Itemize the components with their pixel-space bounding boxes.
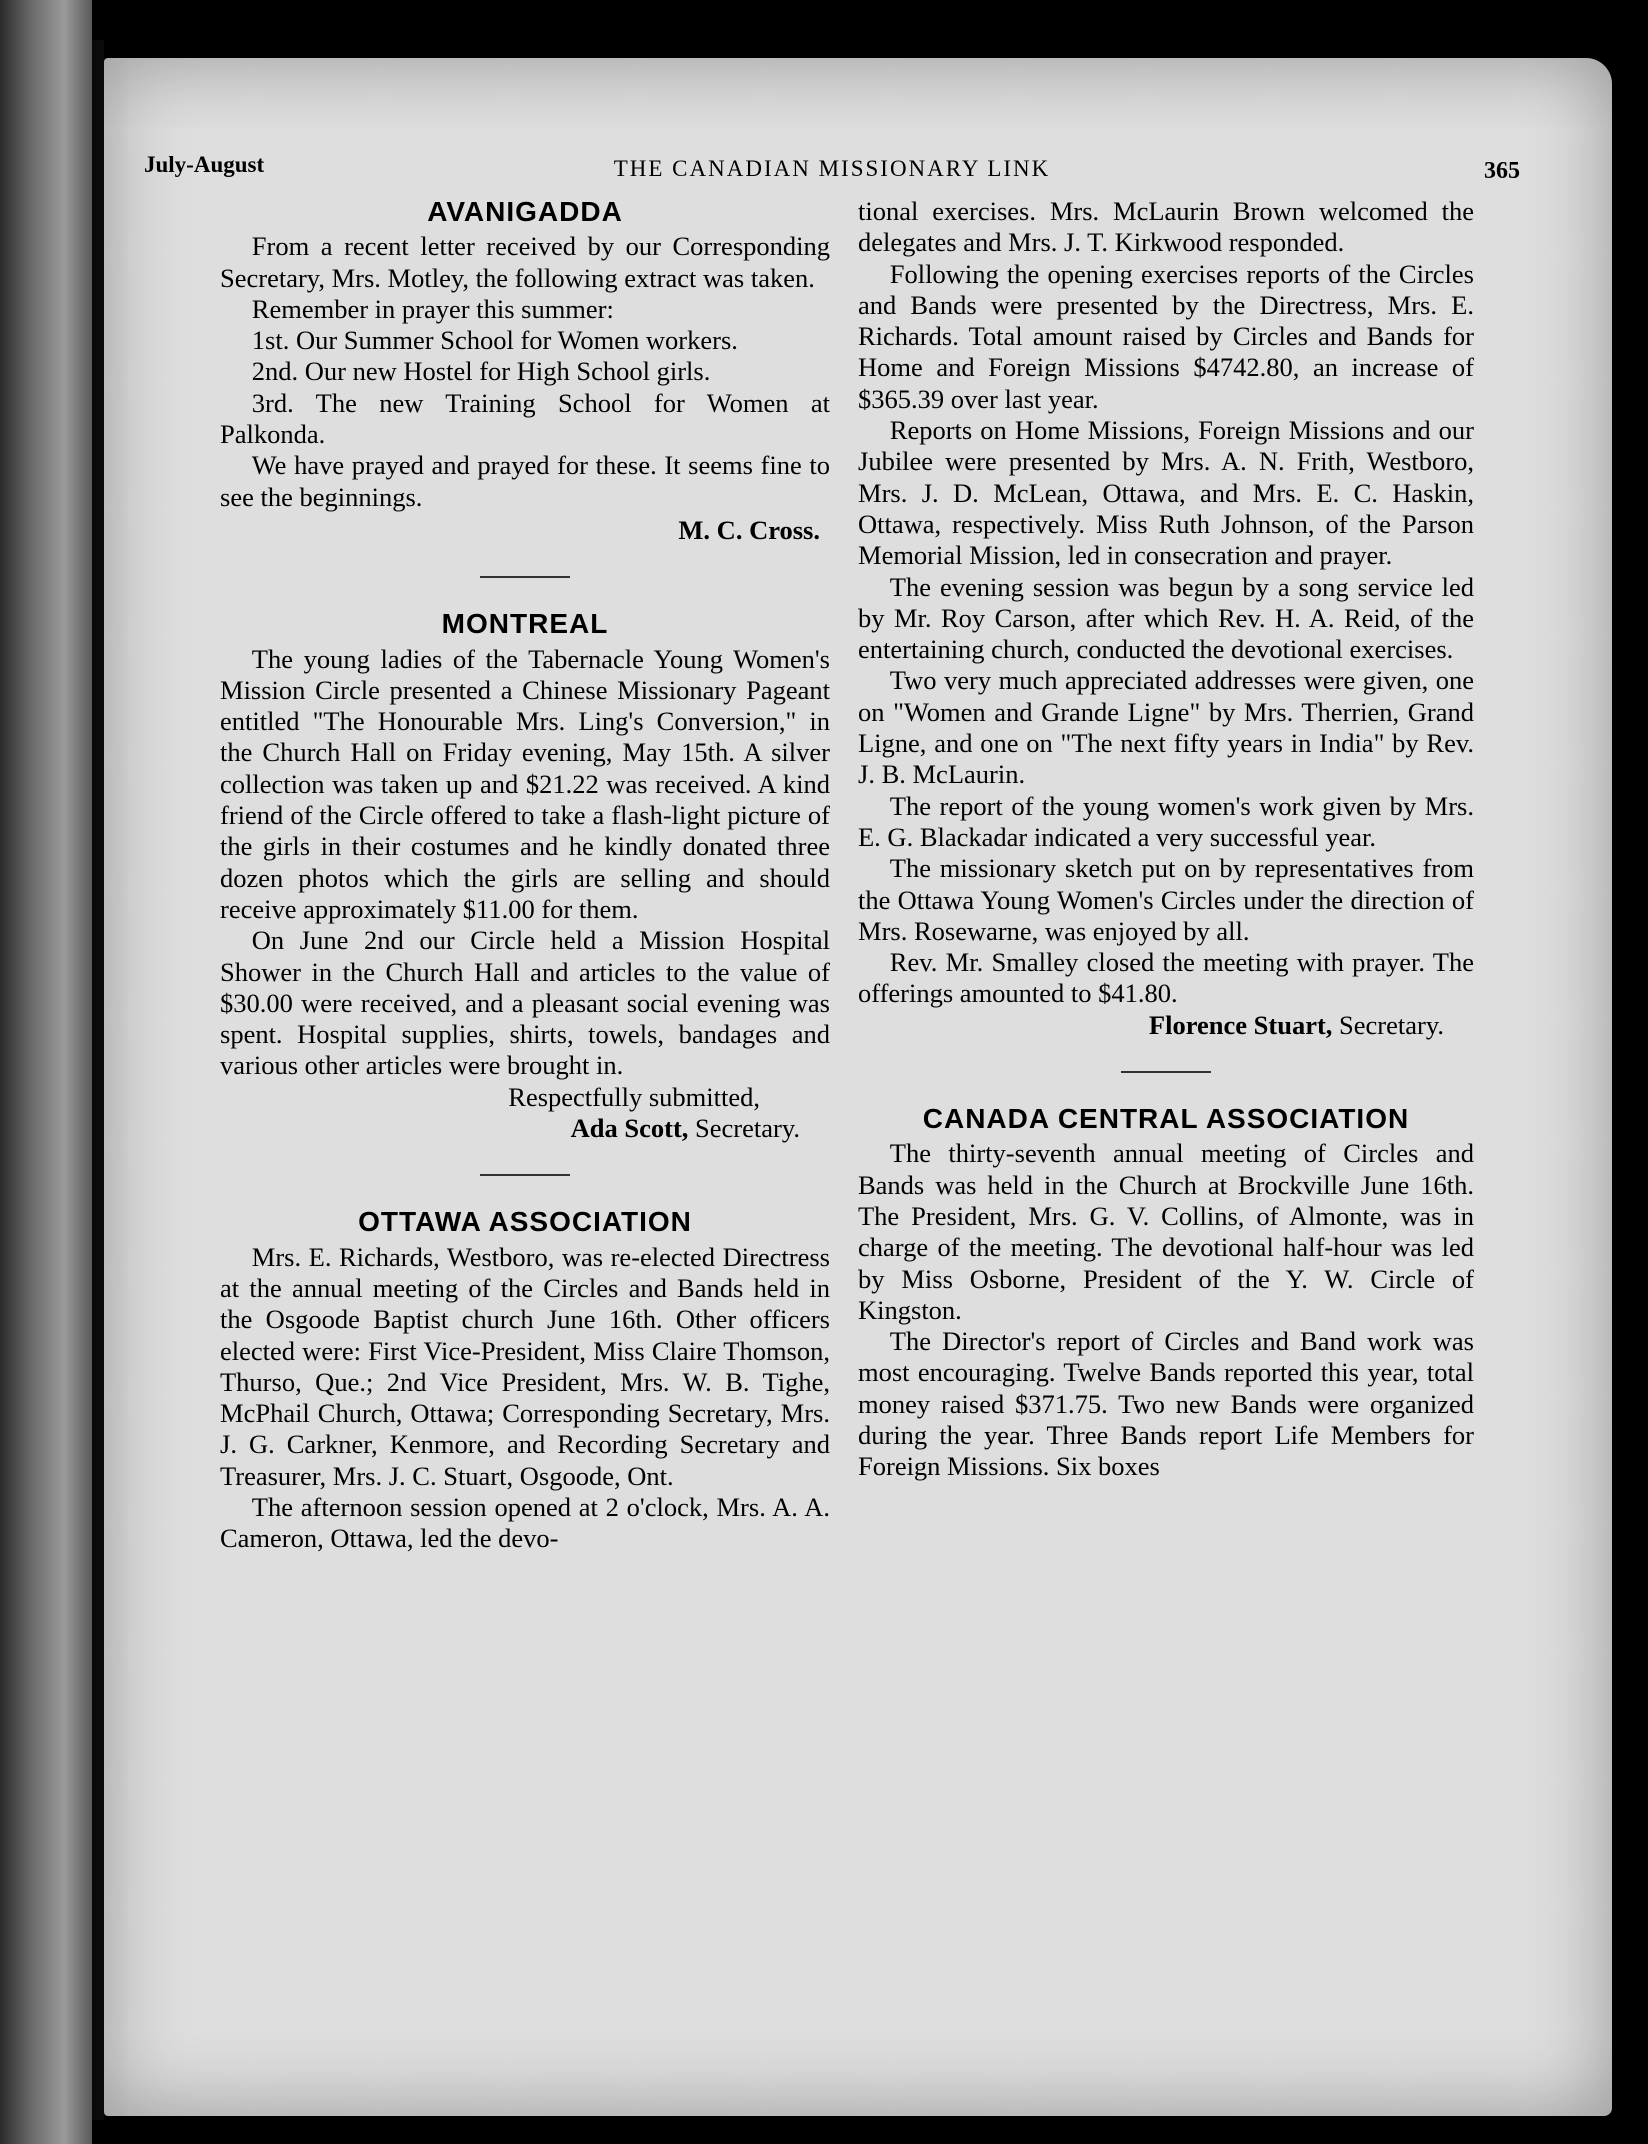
- canada-central-article: [858, 1103, 1474, 1483]
- canada-central-paragraph-2: The Director's report of Circles and Band work was most encouraging. Twelve Bands reported this year, total money raised $371.75. Two new Bands were organized during the year. Three Bands report Life Members for Foreign Missions. Six boxes: [858, 1326, 1474, 1482]
- left-page-edge: [0, 0, 92, 2144]
- ottawa-paragraph-10: Rev. Mr. Smalley closed the meeting with prayer. The offerings amounted to $41.80.: [858, 947, 1474, 1009]
- ottawa-paragraph-1: Mrs. E. Richards, Westboro, was re-elected Directress at the annual meeting of the Circles and Bands held in the Osgoode Baptist church June 16th. Other officers elected were: First Vice-President, Miss Claire Thomson, Thurso, Que.; 2nd Vice President, Mrs. W. B. Tighe, McPhail Church, Ottawa; Corresponding Secretary, Mrs. J. G. Carkner, Kenmore, and Recording Secretary and Treasurer, Mrs. J. C. Stuart, Osgoode, Ont.: [220, 1241, 830, 1491]
- ottawa-paragraph-7: Two very much appreciated addresses were given, one on "Women and Grande Ligne" by Mrs. Therrien, Grand Ligne, and one on "The next fifty years in India" by Rev. J. B. McLaurin.: [858, 665, 1474, 790]
- section-divider: [480, 576, 570, 578]
- ottawa-paragraph-4: Following the opening exercises reports of the Circles and Bands were presented by the Directress, Mrs. E. Richards. Total amount raised by Circles and Bands for Home and Foreign Missions $4742.80, an increase of $365.39 over last year.: [858, 258, 1474, 414]
- avanigadda-paragraph-4: 2nd. Our new Hostel for High School girls.: [251, 356, 711, 387]
- left-column: [220, 196, 830, 1555]
- montreal-closing: Respectfully submitted,: [508, 1081, 760, 1112]
- ottawa-paragraph-9: The missionary sketch put on by representatives from the Ottawa Young Women's Circles under the direction of Mrs. Rosewarne, was enjoyed by all.: [858, 853, 1474, 946]
- ottawa-article: [220, 1206, 830, 1554]
- avanigadda-paragraph-5: 3rd. The new Training School for Women at Palkonda.: [220, 387, 830, 450]
- montreal-signature-title: Secretary.: [695, 1113, 800, 1144]
- ottawa-article-continued: [858, 196, 1474, 1041]
- avanigadda-paragraph-2: Remember in prayer this summer:: [251, 293, 614, 324]
- header-issue-date: July-August: [144, 152, 265, 177]
- avanigadda-paragraph-6: We have prayed and prayed for these. It seems fine to see the beginnings.: [220, 450, 830, 512]
- canada-central-paragraph-1: The thirty-seventh annual meeting of Circles and Bands was held in the Church at Brockville June 16th. The President, Mrs. G. V. Collins, of Almonte, was in charge of the meeting. The devotional half-hour was led by Miss Osborne, President of the Y. W. Circle of Kingston.: [858, 1138, 1474, 1325]
- montreal-article: [220, 608, 830, 1144]
- ottawa-signature-name: Florence Stuart,: [1148, 1009, 1333, 1040]
- montreal-paragraph-1: The young ladies of the Tabernacle Young Women's Mission Circle presented a Chinese Missionary Pageant entitled "The Honourable Mrs. Ling's Conversion," in the Church Hall on Friday evening, May 15th. A silver collection was taken up and $21.22 was received. A kind friend of the Circle offered to take a flash-light picture of the girls in their costumes and he kindly donated three dozen photos which the girls are selling and should receive approximately $11.00 for them.: [220, 643, 830, 924]
- montreal-signature-name: Ada Scott,: [570, 1113, 689, 1144]
- ottawa-paragraph-5: Reports on Home Missions, Foreign Missions and our Jubilee were presented by Mrs. A. N. Frith, Westboro, Mrs. J. D. McLean, Ottawa, and Mrs. E. C. Haskin, Ottawa, respectively. Miss Ruth Johnson, of the Parson Memorial Mission, led in consecration and prayer.: [858, 415, 1474, 571]
- ottawa-paragraph-6: The evening session was begun by a song service led by Mr. Roy Carson, after which Rev. H. A. Reid, of the entertaining church, conducted the devotional exercises.: [858, 571, 1474, 665]
- avanigadda-signature: M. C. Cross.: [678, 514, 820, 545]
- avanigadda-paragraph-3: 1st. Our Summer School for Women workers.: [251, 325, 738, 356]
- section-divider: [480, 1174, 570, 1176]
- ottawa-signature-title: Secretary.: [1339, 1009, 1444, 1040]
- ottawa-paragraph-3: tional exercises. Mrs. McLaurin Brown welcomed the delegates and Mrs. J. T. Kirkwood responded.: [858, 196, 1474, 258]
- montreal-paragraph-2: On June 2nd our Circle held a Mission Hospital Shower in the Church Hall and articles to the value of $30.00 were received, and a pleasant social evening was spent. Hospital supplies, shirts, towels, bandages and various other articles were brought in.: [220, 925, 830, 1081]
- header-page-number: 365: [1484, 158, 1520, 184]
- book-spine: [92, 40, 104, 2120]
- ottawa-signature: [858, 1010, 1474, 1041]
- header-publication-title: THE CANADIAN MISSIONARY LINK: [613, 156, 1051, 181]
- right-column: [858, 196, 1474, 1483]
- avanigadda-article: [220, 196, 830, 546]
- avanigadda-title: AVANIGADDA: [427, 196, 623, 227]
- section-divider: [1121, 1071, 1211, 1073]
- ottawa-title: OTTAWA ASSOCIATION: [358, 1206, 692, 1238]
- ottawa-paragraph-8: The report of the young women's work given by Mrs. E. G. Blackadar indicated a very successful year.: [858, 790, 1474, 852]
- canada-central-title: CANADA CENTRAL ASSOCIATION: [922, 1103, 1410, 1135]
- montreal-signature: [220, 1113, 830, 1144]
- running-header: [144, 152, 1520, 188]
- avanigadda-paragraph-1: From a recent letter received by our Corresponding Secretary, Mrs. Motley, the following extract was taken.: [220, 231, 830, 293]
- ottawa-paragraph-2: The afternoon session opened at 2 o'clock, Mrs. A. A. Cameron, Ottawa, led the devo-: [220, 1491, 830, 1554]
- montreal-title: MONTREAL: [441, 608, 609, 640]
